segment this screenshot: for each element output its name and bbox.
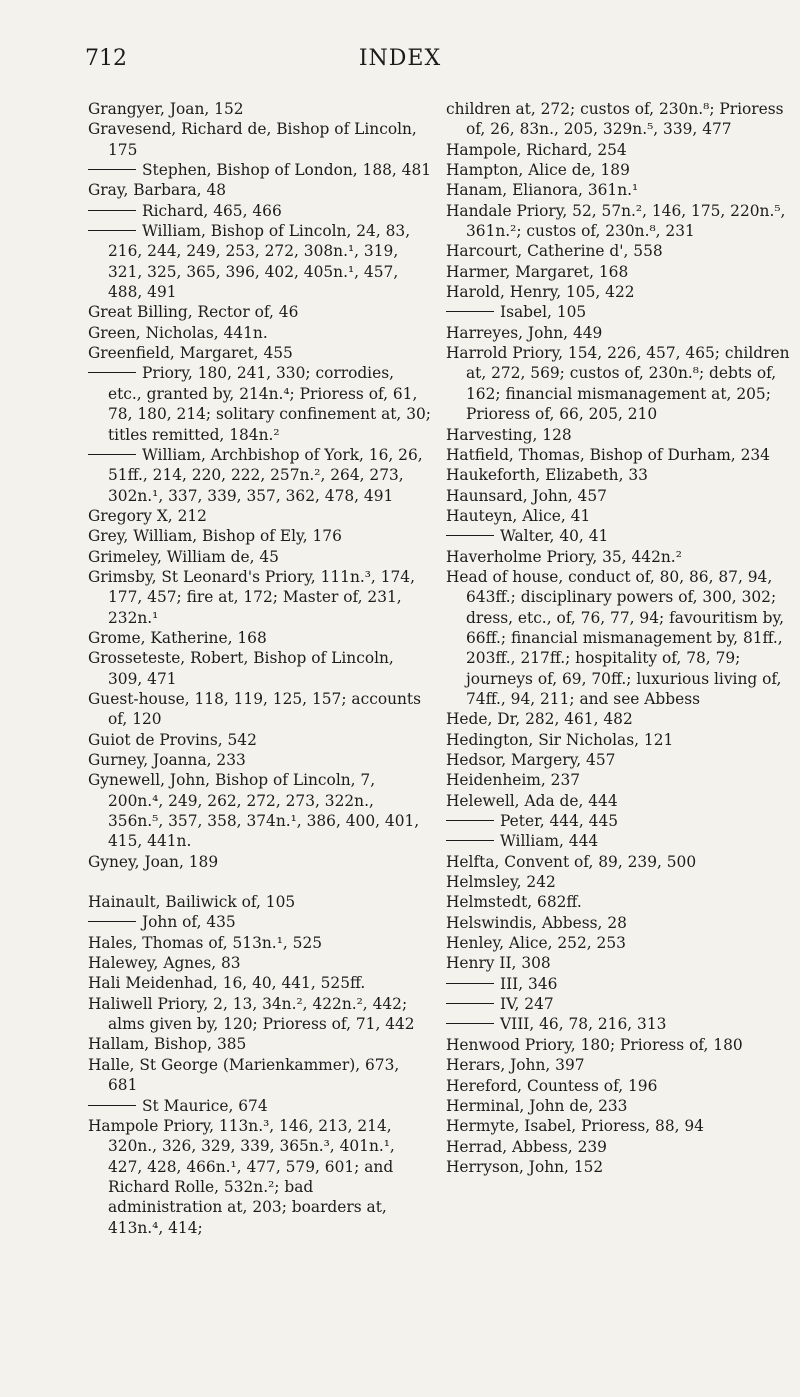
index-entry xyxy=(446,730,790,750)
index-entry-text: Peter, 444, 445 xyxy=(500,812,619,831)
index-entry xyxy=(446,140,790,160)
index-entry-text: Green, Nicholas, 441n. xyxy=(88,323,268,342)
index-entry-text: Hallam, Bishop, 385 xyxy=(88,1035,247,1054)
index-entry-text: Harcourt, Catherine d', 558 xyxy=(446,242,663,261)
index-column-right xyxy=(446,99,790,1177)
index-entry xyxy=(88,933,432,953)
index-entry-text: Grosseteste, Robert, Bishop of Lincoln, 309, 471 xyxy=(88,649,394,688)
index-entry-text: Harreyes, John, 449 xyxy=(446,323,603,342)
index-entry xyxy=(446,852,790,872)
index-entry-text: Guest-house, 118, 119, 125, 157; accounts of, 120 xyxy=(88,689,422,729)
index-entry-text: Henry II, 308 xyxy=(446,954,551,973)
index-entry-text: Haukeforth, Elizabeth, 33 xyxy=(446,466,648,485)
index-entry-text: Harvesting, 128 xyxy=(446,425,572,444)
index-entry xyxy=(446,913,790,933)
index-entry xyxy=(88,1034,432,1054)
index-entry-text: Great Billing, Rector of, 46 xyxy=(88,303,299,322)
index-entry-text: Herrad, Abbess, 239 xyxy=(446,1137,607,1156)
index-entry-text: Helswindis, Abbess, 28 xyxy=(446,913,627,932)
index-entry xyxy=(88,892,432,912)
index-entry-text: Halewey, Agnes, 83 xyxy=(88,954,241,973)
index-entry xyxy=(446,994,790,1014)
index-entry xyxy=(446,547,790,567)
index-entry xyxy=(88,628,432,648)
ditto-dash xyxy=(446,535,494,536)
page-title: INDEX xyxy=(358,46,442,71)
index-entry xyxy=(88,730,432,750)
index-entry xyxy=(88,363,432,444)
index-entry xyxy=(88,302,432,322)
index-entry-text: Herryson, John, 152 xyxy=(446,1157,604,1176)
ditto-dash xyxy=(446,1003,494,1004)
ditto-dash xyxy=(88,230,136,231)
page-number: 712 xyxy=(85,46,127,71)
index-entry-text: Isabel, 105 xyxy=(500,303,587,322)
index-entry xyxy=(88,221,432,302)
index-entry xyxy=(88,994,432,1035)
index-entry-text: Hampole, Richard, 254 xyxy=(446,140,627,159)
index-entry xyxy=(88,506,432,526)
index-entry xyxy=(446,1096,790,1116)
index-entry-text: Hanam, Elianora, 361n.¹ xyxy=(446,181,639,200)
index-entry-text: Hede, Dr, 282, 461, 482 xyxy=(446,710,633,729)
index-entry xyxy=(446,1055,790,1075)
index-entry xyxy=(446,1035,790,1055)
index-entry-text: Hatfield, Thomas, Bishop of Durham, 234 xyxy=(446,445,770,464)
ditto-dash xyxy=(88,169,136,170)
index-entry xyxy=(446,445,790,465)
index-entry-text: John of, 435 xyxy=(142,913,236,932)
index-entry-text: Hermyte, Isabel, Prioress, 88, 94 xyxy=(446,1117,704,1136)
index-entry-text: Helmsley, 242 xyxy=(446,873,556,892)
ditto-dash xyxy=(88,921,136,922)
index-entry xyxy=(446,99,790,140)
index-entry xyxy=(446,262,790,282)
index-entry xyxy=(88,201,432,221)
index-entry xyxy=(88,526,432,546)
index-entry-text: Grome, Katherine, 168 xyxy=(88,628,267,647)
index-entry-text: Harmer, Margaret, 168 xyxy=(446,262,629,281)
index-entry xyxy=(88,648,432,689)
index-entry xyxy=(446,770,790,790)
index-entry xyxy=(446,323,790,343)
index-entry xyxy=(446,892,790,912)
index-entry xyxy=(446,180,790,200)
index-entry-text: Hereford, Countess of, 196 xyxy=(446,1076,658,1095)
index-entry-text: Grangyer, Joan, 152 xyxy=(88,100,244,118)
ditto-dash xyxy=(446,820,494,821)
index-entry-text: Henwood Priory, 180; Prioress of, 180 xyxy=(446,1035,743,1054)
index-entry-text: Gregory X, 212 xyxy=(88,506,207,525)
index-entry xyxy=(88,912,432,932)
ditto-dash xyxy=(88,372,136,373)
index-entry-text: William, Bishop of Lincoln, 24, 83, 216, 244, 249, 253, 272, 308n.¹, 319, 321, 325, 365, 396, 402, 405n.¹, 457, 488, 491 xyxy=(108,222,411,302)
index-entry xyxy=(88,953,432,973)
index-entry-text: Hedington, Sir Nicholas, 121 xyxy=(446,730,674,749)
index-entry xyxy=(446,160,790,180)
index-entry-text: Walter, 40, 41 xyxy=(500,527,609,546)
index-entry xyxy=(88,160,432,180)
index-entry xyxy=(446,811,790,831)
index-entry xyxy=(446,465,790,485)
index-entry xyxy=(88,445,432,506)
index-entry xyxy=(446,1137,790,1157)
ditto-dash xyxy=(88,210,136,211)
index-entry xyxy=(446,282,790,302)
index-entry xyxy=(88,343,432,363)
index-entry-text: Herminal, John de, 233 xyxy=(446,1096,628,1115)
index-entry-text: Hauteyn, Alice, 41 xyxy=(446,506,591,525)
index-entry-text: William, Archbishop of York, 16, 26, 51ff., 214, 220, 222, 257n.², 264, 273, 302n.¹, 337, 339, 357, 362, 478, 491 xyxy=(108,445,423,505)
index-entry-text: Grimsby, St Leonard's Priory, 111n.³, 174, 177, 457; fire at, 172; Master of, 231, 232n.¹ xyxy=(88,567,415,627)
index-entry xyxy=(88,1116,432,1238)
index-entry-text: Grey, William, Bishop of Ely, 176 xyxy=(88,527,342,546)
index-entry-text: Henley, Alice, 252, 253 xyxy=(446,934,626,953)
ditto-dash xyxy=(88,454,136,455)
index-entry-text: Handale Priory, 52, 57n.², 146, 175, 220n.⁵, 361n.²; custos of, 230n.⁸, 231 xyxy=(446,201,786,241)
index-entry xyxy=(88,1096,432,1116)
index-entry xyxy=(446,1157,790,1177)
index-entry-text: Herars, John, 397 xyxy=(446,1056,585,1075)
index-entry xyxy=(446,953,790,973)
index-entry-text: Helewell, Ada de, 444 xyxy=(446,791,618,810)
ditto-dash xyxy=(446,311,494,312)
index-entry xyxy=(446,201,790,242)
index-entry xyxy=(446,567,790,709)
ditto-dash xyxy=(446,983,494,984)
index-entry xyxy=(88,1055,432,1096)
index-entry-text: VIII, 46, 78, 216, 313 xyxy=(500,1015,667,1034)
index-entry-text: Halle, St George (Marienkammer), 673, 681 xyxy=(88,1055,400,1095)
index-entry xyxy=(446,750,790,770)
index-entry-text: Hales, Thomas of, 513n.¹, 525 xyxy=(88,933,323,952)
index-entry-text: Harold, Henry, 105, 422 xyxy=(446,283,635,302)
index-entry xyxy=(88,750,432,770)
index-entry xyxy=(446,709,790,729)
index-entry xyxy=(88,689,432,730)
index-entry-text: Guiot de Provins, 542 xyxy=(88,730,257,749)
index-entry-text: III, 346 xyxy=(500,974,558,993)
running-head xyxy=(0,46,800,86)
index-entry-text: Gray, Barbara, 48 xyxy=(88,181,227,200)
index-entry xyxy=(446,506,790,526)
index-entry-text: Harrold Priory, 154, 226, 457, 465; children at, 272, 569; custos of, 230n.⁸; debts of, 162; financial mismanagement at, 205; Prioress of, 66, 205, 210 xyxy=(446,344,790,424)
index-entry xyxy=(446,486,790,506)
index-entry xyxy=(446,831,790,851)
index-entry-text: Grimeley, William de, 45 xyxy=(88,547,279,566)
index-entry-text: Hampton, Alice de, 189 xyxy=(446,161,630,180)
index-entry-text: Greenfield, Margaret, 455 xyxy=(88,344,293,363)
index-entry-text: William, 444 xyxy=(500,832,599,851)
index-entry-text: Hedsor, Margery, 457 xyxy=(446,751,616,769)
ditto-dash xyxy=(88,1105,136,1106)
ditto-dash xyxy=(446,1023,494,1024)
index-entry xyxy=(88,99,432,119)
index-entry xyxy=(446,425,790,445)
index-entry-text: St Maurice, 674 xyxy=(142,1096,268,1115)
index-entry-text: Haverholme Priory, 35, 442n.² xyxy=(446,547,682,566)
index-entry xyxy=(446,933,790,953)
index-entry xyxy=(446,1014,790,1034)
index-entry xyxy=(446,1116,790,1136)
index-entry xyxy=(88,770,432,851)
index-entry-text: Hampole Priory, 113n.³, 146, 213, 214, 320n., 326, 329, 339, 365n.³, 401n.¹, 427, 428, 466n.¹, 477, 579, 601; and Richard Rolle, 532n.²; bad administration at, 203; boarders at, 413n.⁴, 414; xyxy=(88,1116,395,1237)
index-entry-text: Stephen, Bishop of London, 188, 481 xyxy=(142,161,432,180)
index-entry-text: Hali Meidenhad, 16, 40, 441, 525ff. xyxy=(88,974,366,993)
index-column-left xyxy=(88,99,432,1238)
index-entry xyxy=(88,567,432,628)
index-entry-text: Helmstedt, 682ff. xyxy=(446,893,582,912)
index-entry xyxy=(446,1076,790,1096)
index-entry xyxy=(88,180,432,200)
index-entry xyxy=(446,526,790,546)
index-entry-text: Priory, 180, 241, 330; corrodies, etc., granted by, 214n.⁴; Prioress of, 61, 78, 180, 214; solitary confinement at, 30; titles remitted, 184n.² xyxy=(108,364,431,444)
index-entry xyxy=(446,791,790,811)
index-entry-text: Gyney, Joan, 189 xyxy=(88,852,219,871)
index-entry-text: Richard, 465, 466 xyxy=(142,201,282,220)
index-entry xyxy=(88,973,432,993)
index-entry-text: Gurney, Joanna, 233 xyxy=(88,751,246,769)
index-entry-text: Hainault, Bailiwick of, 105 xyxy=(88,893,296,912)
index-entry xyxy=(446,872,790,892)
index-entry-text: Gravesend, Richard de, Bishop of Lincoln, 175 xyxy=(88,120,417,159)
index-entry-text: Helfta, Convent of, 89, 239, 500 xyxy=(446,852,697,871)
index-entry-text: children at, 272; custos of, 230n.⁸; Prioress of, 26, 83n., 205, 329n.⁵, 339, 477 xyxy=(446,100,784,139)
ditto-dash xyxy=(446,840,494,841)
index-entry xyxy=(446,302,790,322)
index-entry xyxy=(446,343,790,424)
index-entry-text: Heidenheim, 237 xyxy=(446,771,581,790)
index-entry xyxy=(88,323,432,343)
index-entry-text: IV, 247 xyxy=(500,995,554,1014)
index-entry xyxy=(446,974,790,994)
index-entry xyxy=(88,852,432,872)
index-entry xyxy=(88,119,432,160)
index-entry-text: Head of house, conduct of, 80, 86, 87, 94, 643ff.; disciplinary powers of, 300, 302; dress, etc., of, 76, 77, 94; favouritism by, 66ff.; financial mismanagement by, 81ff., 203ff., 217ff.; hospitality of, 78, 79; journeys of, 69, 70ff.; luxurious living of, 74ff., 94, 211; and see Abbess xyxy=(446,567,784,708)
index-entry-text: Haliwell Priory, 2, 13, 34n.², 422n.², 442; alms given by, 120; Prioress of, 71, 442 xyxy=(88,994,415,1034)
index-entry xyxy=(446,241,790,261)
index-entry-text: Gynewell, John, Bishop of Lincoln, 7, 200n.⁴, 249, 262, 272, 273, 322n., 356n.⁵, 357, 358, 374n.¹, 386, 400, 401, 415, 441n. xyxy=(88,771,420,851)
index-entry-text: Haunsard, John, 457 xyxy=(446,486,607,505)
index-entry xyxy=(88,547,432,567)
